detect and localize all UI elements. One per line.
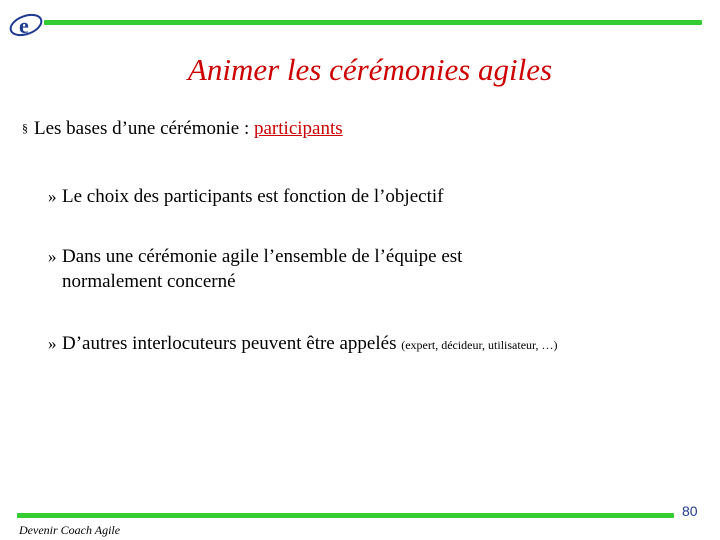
main-bullet-accent: participants [254, 118, 343, 139]
sub-bullet-1 [48, 184, 443, 209]
header-rule [44, 20, 702, 25]
sub-bullet-3 [48, 331, 558, 358]
chevron-bullet-icon: » [48, 247, 57, 266]
sub-bullet-text: Le choix des participants est fonction de l’objectif [62, 186, 444, 207]
main-bullet-text: Les bases d’une cérémonie : [34, 118, 254, 139]
sub-bullet-text: D’autres interlocuteurs peuvent être appelés [62, 333, 397, 354]
svg-text:e: e [19, 13, 29, 38]
chevron-bullet-icon: » [48, 187, 57, 206]
footer-rule [17, 513, 674, 518]
main-bullet [22, 118, 343, 140]
sub-bullet-text: Dans une cérémonie agile l’ensemble de l’équipe est [62, 246, 463, 267]
chevron-bullet-icon: » [48, 334, 57, 353]
e-orbit-logo-icon [8, 8, 44, 42]
sub-bullet-note: (expert, décideur, utilisateur, …) [401, 338, 558, 352]
section-bullet-icon: § [22, 121, 28, 135]
sub-bullet-continuation: normalement concerné [62, 271, 236, 292]
footer-text: Devenir Coach Agile [19, 523, 121, 537]
page-number: 80 [682, 503, 698, 519]
slide-title: Animer les cérémonies agiles [187, 52, 553, 87]
sub-bullet-2 [48, 244, 462, 294]
